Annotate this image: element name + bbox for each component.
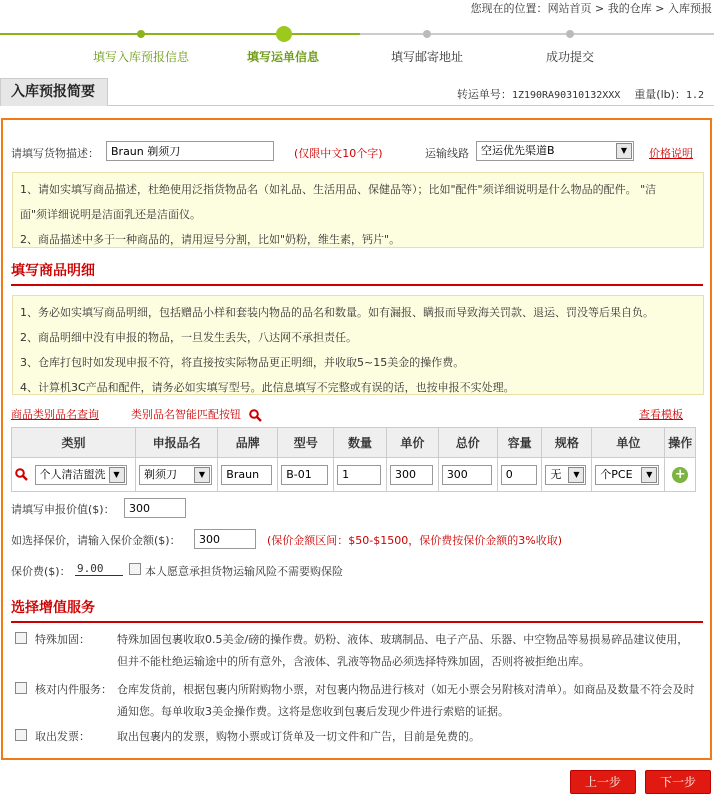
service-verify-name: 核对内件服务：: [35, 683, 112, 696]
page-title: 入库预报简要: [0, 78, 108, 106]
service-verify-checkbox[interactable]: [15, 682, 27, 694]
column-header: 单位: [592, 428, 665, 458]
breadcrumb-prefix: 您现在的位置：: [470, 2, 548, 15]
chevron-down-icon: ▼: [616, 143, 632, 159]
weight-label: 重量(lb)：: [634, 88, 686, 101]
service-reinforce-name: 特殊加固：: [35, 633, 90, 646]
total-price-input[interactable]: [442, 465, 492, 485]
chevron-down-icon: ▼: [641, 467, 657, 483]
category-lookup-link[interactable]: 商品类别品名查询: [11, 408, 99, 421]
step-4-dot: [566, 30, 574, 38]
tracking-number: 1Z190RA90310132XXX: [511, 90, 621, 101]
notice-line: 面"须详细说明是洁面乳还是洁面仪。: [20, 208, 202, 221]
column-header: 容量: [497, 428, 542, 458]
insurance-amount-input[interactable]: [194, 529, 256, 549]
service-invoice-checkbox[interactable]: [15, 729, 27, 741]
goods-notice: [12, 295, 704, 395]
step-3-dot: [423, 30, 431, 38]
service-reinforce-desc: 特殊加固包裹收取0.5美金/磅的操作费。奶粉、液体、玻璃制品、电子产品、乐器、中空物品等易损易碎品建议使用，但并不能杜绝运输途中的所有意外，含液体、乳液等物品必须选择特殊加固，否则将被拒绝出库。: [117, 633, 689, 668]
service-verify-desc: 仓库发货前，根据包裹内所附购物小票，对包裹内物品进行核对（如无小票会另附核对清单）。如商品及数量不符会及时通知您。每单收取3美金操作费。这将是您收到包裹后发现少件进行索赔的证据。: [117, 683, 695, 718]
add-row-icon[interactable]: +: [672, 467, 688, 483]
description-input[interactable]: [106, 141, 274, 161]
notice-line: 1、务必如实填写商品明细，包括赠品小样和套装内物品的品名和数量。如有漏报、瞒报而导致海关罚款、退运、罚没等后果自负。: [20, 306, 654, 319]
category-select[interactable]: [35, 465, 127, 485]
notice-line: 4、计算机3C产品和配件，请务必如实填写型号。此信息填写不完整或有误的话，也按申报不实处理。: [20, 381, 515, 394]
step-1-label: 填写入库预报信息: [93, 50, 190, 64]
insurance-row: [11, 529, 701, 549]
progress-steps: [0, 24, 714, 66]
step-2-dot: [276, 26, 292, 42]
unit-price-input[interactable]: [390, 465, 433, 485]
description-label: 请填写货物描述：: [11, 147, 99, 160]
column-header: 总价: [438, 428, 497, 458]
unit-select[interactable]: [595, 465, 659, 485]
breadcrumb: [471, 0, 712, 14]
waybill-form-panel: [1, 118, 712, 760]
service-invoice-name: 取出发票：: [35, 730, 90, 743]
insurance-label: 如选择保价，请输入保价金额($)：: [11, 534, 181, 547]
brand-input[interactable]: [221, 465, 272, 485]
column-header: 单价: [386, 428, 438, 458]
insurance-fee-value: 9.00: [75, 562, 123, 576]
step-1-dot: [137, 30, 145, 38]
notice-line: 2、商品明细中没有申报的物品，一旦发生丢失，八达网不承担责任。: [20, 331, 357, 344]
step-2-label: 填写运单信息: [247, 50, 320, 64]
chevron-down-icon: ▼: [194, 467, 210, 483]
unit-select-value: 个PCE: [600, 467, 633, 481]
progress-line-todo: [360, 33, 714, 35]
smart-match-label: 类别品名智能匹配按钮: [131, 408, 241, 421]
goods-links-row: [11, 406, 701, 422]
step-4-label: 成功提交: [546, 50, 595, 64]
waive-insurance-checkbox[interactable]: [129, 563, 141, 575]
price-info-link[interactable]: 价格说明: [649, 147, 693, 160]
breadcrumb-home-link[interactable]: 网站首页: [547, 2, 592, 15]
route-select[interactable]: [476, 141, 634, 161]
progress-line-done: [0, 33, 360, 35]
weight-value: 1.2: [685, 90, 704, 101]
column-header: 规格: [542, 428, 592, 458]
service-remove-invoice: [15, 726, 699, 748]
breadcrumb-separator: >: [651, 2, 668, 15]
services-section-title: 选择增值服务: [11, 597, 703, 623]
waive-insurance-label: 本人愿意承担货物运输风险不需要购保险: [145, 565, 343, 578]
service-reinforce: [15, 629, 699, 673]
breadcrumb-separator: >: [591, 2, 608, 15]
insurance-range-note: (保价金额区间：$50-$1500，保价费按保价金额的3%收取): [267, 534, 562, 547]
chevron-down-icon: ▼: [568, 467, 584, 483]
product-name-value: 剃须刀: [143, 467, 177, 481]
summary-titlebar: [0, 78, 714, 106]
column-header: 型号: [278, 428, 334, 458]
tracking-info: [457, 86, 704, 102]
product-name-select[interactable]: [139, 465, 212, 485]
notice-line: 3、仓库打包时如发现申报不符，将直接按实际物品更正明细，并收取5~15美金的操作费。: [20, 356, 465, 369]
declared-value-label: 请填写申报价值($)：: [11, 503, 115, 516]
search-icon[interactable]: [15, 468, 28, 481]
tracking-label: 转运单号：: [456, 88, 512, 101]
notice-line: 2、商品描述中多于一种商品的，请用逗号分割，比如"奶粉，维生素，钙片"。: [20, 233, 401, 246]
column-header: 操作: [665, 428, 696, 458]
capacity-input[interactable]: [501, 465, 537, 485]
description-hint: (仅限中文10个字): [294, 147, 383, 160]
table-row: [12, 458, 696, 492]
quantity-input[interactable]: [337, 465, 381, 485]
chevron-down-icon: ▼: [109, 467, 125, 483]
column-header: 品牌: [218, 428, 278, 458]
service-invoice-desc: 取出包裹内的发票，购物小票或订货单及一切文件和广告，目前是免费的。: [117, 730, 480, 743]
route-label: 运输线路: [425, 147, 469, 160]
smart-match-link[interactable]: [131, 406, 262, 422]
notice-line: 1、请如实填写商品描述，杜绝使用泛指货物品名（如礼品、生活用品、保健品等）；比如"配件"须详细说明是什么物品的配件。 "洁: [20, 183, 657, 196]
prev-step-button[interactable]: 上一步: [570, 770, 636, 794]
service-reinforce-checkbox[interactable]: [15, 632, 27, 644]
description-row: [11, 141, 701, 163]
column-header: 数量: [334, 428, 387, 458]
route-select-value: 空运优先渠道B: [481, 144, 555, 157]
insurance-fee-row: [11, 561, 701, 579]
service-verify-contents: [15, 679, 699, 723]
goods-table: [11, 427, 696, 492]
breadcrumb-current: 入库预报: [668, 2, 712, 15]
step-3-label: 填写邮寄地址: [391, 50, 464, 64]
spec-select[interactable]: [545, 465, 586, 485]
search-icon: [249, 409, 262, 422]
column-header: 申报品名: [135, 428, 217, 458]
breadcrumb-warehouse-link[interactable]: 我的仓库: [607, 2, 652, 15]
description-notice: [12, 172, 704, 248]
column-header: 类别: [12, 428, 136, 458]
spec-select-value: 无: [550, 467, 562, 481]
category-select-value: 个人清洁盥洗: [39, 467, 106, 481]
view-template-link[interactable]: 查看模板: [639, 408, 683, 421]
declared-value-input[interactable]: [124, 498, 186, 518]
insurance-fee-label: 保价费($)：: [11, 565, 71, 578]
model-input[interactable]: [281, 465, 328, 485]
table-header-row: [12, 428, 696, 458]
goods-section-title: 填写商品明细: [11, 260, 703, 286]
next-step-button[interactable]: 下一步: [645, 770, 711, 794]
